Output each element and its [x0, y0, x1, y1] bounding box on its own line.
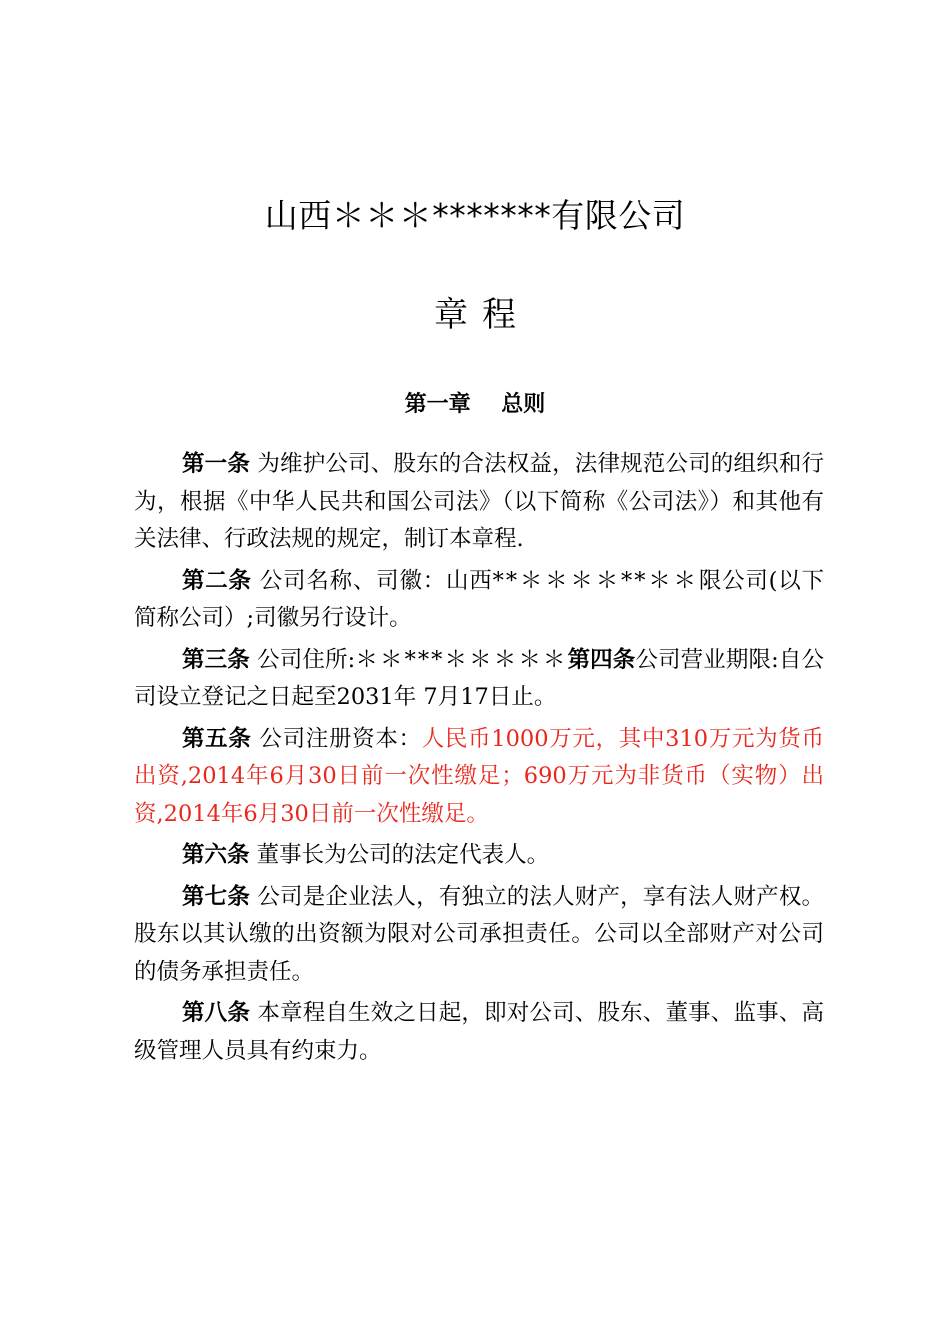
article-2	[134, 563, 824, 638]
article-text: 公司是企业法人，有独立的法人财产，享有法人财产权。股东以其认缴的出资额为限对公司承担责任。公司以全部财产对公司的债务承担责任。	[134, 883, 824, 985]
article-label: 第六条	[182, 842, 250, 868]
article-5	[134, 721, 824, 834]
article-label: 第三条	[182, 646, 250, 673]
article-label: 第七条	[182, 883, 251, 910]
article-text: 公司注册资本：	[251, 725, 422, 752]
article-text: 董事长为公司的法定代表人。	[249, 842, 550, 868]
article-label: 第一条	[182, 451, 251, 477]
article-3	[134, 642, 824, 717]
article-text: 公司住所:	[249, 646, 356, 673]
redacted-address: ＊＊***＊＊＊＊＊	[355, 646, 568, 673]
document-subtitle: 章程	[434, 295, 530, 335]
article-text: 限公司(以下简称公司）;司徽另行设计。	[134, 567, 824, 631]
article-text: 公司营业期限:自公司设立登记之日起至2031年 7月17日止。	[134, 646, 824, 710]
article-text: 公司名称、司徽：山西	[251, 567, 493, 594]
article-label: 第四条	[567, 646, 636, 673]
article-text: 为维护公司、股东的合法权益，法律规范公司的组织和行为，根据《中华人民共和国公司法》（以下简称《公司法》）和其他有关法律、行政法规的规定，制订本章程.	[134, 451, 824, 552]
registered-capital-text: 人民币1000万元，其中310万元为货币出资,2014年6月30日前一次性缴足；690万元为非货币（实物）出资,2014年6月30日前一次性缴足。	[134, 725, 824, 827]
article-7	[134, 879, 824, 992]
chapter-title: 第一章 总则	[404, 392, 546, 417]
article-label: 第八条	[182, 1000, 251, 1026]
article-6	[134, 837, 824, 875]
document-title: 山西＊＊＊*******有限公司	[264, 196, 686, 235]
article-label: 第二条	[182, 567, 252, 594]
redacted-name: **＊＊＊＊**＊＊	[492, 567, 699, 594]
document-body	[134, 446, 824, 1074]
article-label: 第五条	[182, 725, 252, 752]
article-8	[134, 995, 824, 1070]
article-1	[134, 446, 824, 559]
article-text: 本章程自生效之日起，即对公司、股东、董事、监事、高级管理人员具有约束力。	[134, 1000, 824, 1064]
